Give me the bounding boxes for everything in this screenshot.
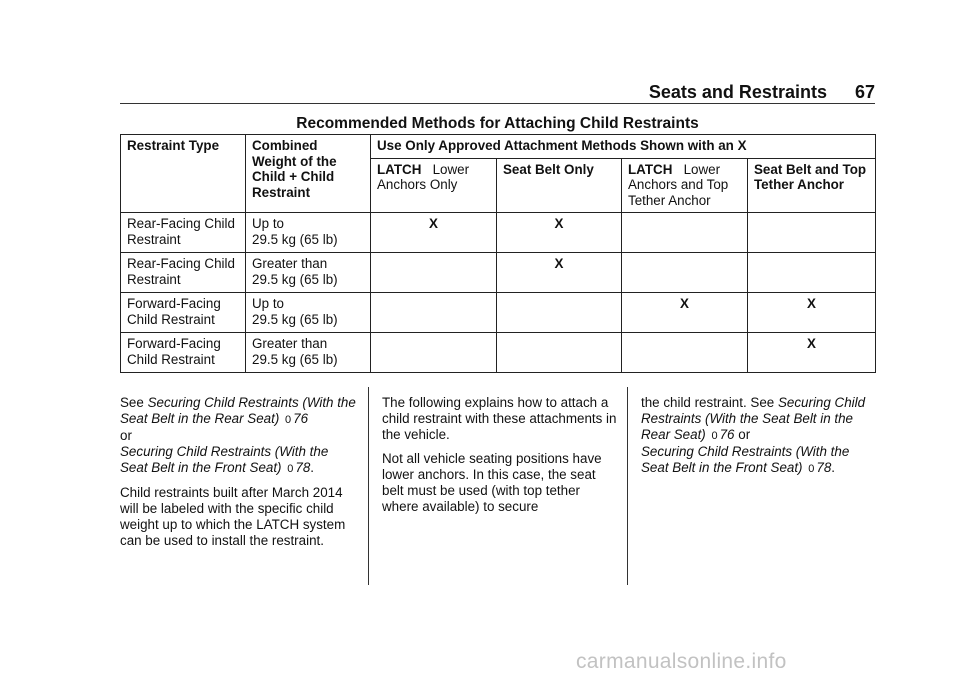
- latch-lower-text: Lower Anchors Only: [377, 161, 470, 192]
- weight-qualifier: Up to: [252, 216, 285, 231]
- weight-value: 29.5 kg (65 lb): [252, 271, 338, 287]
- body-paragraph: The following explains how to attach a child restraint with these attachments in the vehicle.: [382, 395, 617, 442]
- header-latch-lower-anchors: [371, 158, 497, 213]
- section-title: Seats and Restraints: [648, 82, 827, 102]
- table-row: [121, 293, 876, 333]
- table-title: Recommended Methods for Attaching Child Restraints: [296, 115, 699, 132]
- cell-restraint-type: Forward-Facing Child Restraint: [121, 333, 246, 373]
- latch-label: LATCH: [377, 161, 422, 177]
- table-row: [121, 213, 876, 253]
- cell-seat-belt-only: [497, 293, 622, 333]
- child-restraint-table: [120, 134, 876, 373]
- cell-weight: [246, 253, 371, 293]
- text-column-1: [120, 395, 358, 557]
- header-rule: [120, 103, 875, 104]
- reference-link-front-seat[interactable]: Securing Child Restraints (With the Seat Belt in the Front Seat): [641, 444, 850, 475]
- header-seat-belt-only: Seat Belt Only: [497, 158, 622, 213]
- cell-seat-belt-tether: [748, 253, 876, 293]
- weight-qualifier: Greater than: [252, 256, 328, 271]
- reference-link-rear-seat[interactable]: Securing Child Restraints (With the Seat Belt in the Rear Seat): [641, 395, 866, 442]
- page-ref-78[interactable]: 78: [295, 460, 311, 475]
- cell-restraint-type: Rear-Facing Child Restraint: [121, 213, 246, 253]
- cell-seat-belt-only: X: [497, 213, 622, 253]
- page-reference-icon: 0: [285, 414, 292, 426]
- latch-label: LATCH: [628, 161, 673, 177]
- body-text: the child restraint. See: [641, 395, 775, 410]
- latch-tether-text: Lower Anchors and Top Tether Anchor: [628, 161, 729, 208]
- page-ref-76[interactable]: 76: [719, 427, 735, 442]
- column-divider: [368, 387, 369, 585]
- running-header: [120, 81, 875, 103]
- page-reference-icon: 0: [711, 430, 718, 442]
- cell-restraint-type: Rear-Facing Child Restraint: [121, 253, 246, 293]
- weight-qualifier: Up to: [252, 296, 285, 311]
- weight-value: 29.5 kg (65 lb): [252, 231, 338, 247]
- reference-link-rear-seat[interactable]: Securing Child Restraints (With the Seat Belt in the Rear Seat): [120, 395, 356, 426]
- cell-weight: [246, 333, 371, 373]
- weight-value: 29.5 kg (65 lb): [252, 351, 338, 367]
- page-ref-76[interactable]: 76: [293, 411, 309, 426]
- page-reference-icon: 0: [808, 463, 815, 475]
- header-seat-belt-and-tether: Seat Belt and Top Tether Anchor: [748, 158, 876, 213]
- cell-seat-belt-tether: X: [748, 333, 876, 373]
- page-reference-icon: 0: [287, 463, 294, 475]
- cell-latch-lower: [371, 293, 497, 333]
- body-paragraph: Child restraints built after March 2014 will be labeled with the specific child weight up to which the LATCH system can be used to install the restraint.: [120, 485, 346, 548]
- watermark: carmanualsonline.info: [576, 650, 787, 673]
- column-divider: [627, 387, 628, 585]
- cell-latch-tether: X: [622, 293, 748, 333]
- see-text: See: [120, 395, 144, 410]
- cell-latch-tether: [622, 333, 748, 373]
- table-row: [121, 253, 876, 293]
- header-methods-group: Use Only Approved Attachment Methods Shown with an X: [371, 135, 876, 159]
- text-column-2: [382, 395, 620, 523]
- header-combined-weight: Combined Weight of the Child + Child Restraint: [246, 135, 371, 213]
- cell-restraint-type: Forward-Facing Child Restraint: [121, 293, 246, 333]
- weight-qualifier: Greater than: [252, 336, 328, 351]
- table-row: [121, 333, 876, 373]
- header-restraint-type: Restraint Type: [121, 135, 246, 213]
- cell-latch-lower: [371, 253, 497, 293]
- or-text: or: [738, 427, 751, 442]
- text-column-3: [641, 395, 879, 485]
- cross-reference-paragraph: See Securing Child Restraints (With the Seat Belt in the Rear Seat) 0 76 or Securing Child Restraints (With the Seat Belt in the Front Seat) 0 78.: [120, 395, 356, 475]
- body-paragraph: Not all vehicle seating positions have lower anchors. In this case, the seat belt must be used (with top tether where available) to secure: [382, 451, 602, 514]
- reference-link-front-seat[interactable]: Securing Child Restraints (With the Seat Belt in the Front Seat): [120, 444, 329, 475]
- page-ref-78[interactable]: 78: [816, 460, 832, 475]
- cell-latch-tether: [622, 213, 748, 253]
- cell-seat-belt-tether: [748, 213, 876, 253]
- cross-reference-paragraph: the child restraint. See Securing Child Restraints (With the Seat Belt in the Rear Seat) 0 76 or Securing Child Restraints (With the Seat Belt in the Front Seat) 0 78.: [641, 395, 866, 475]
- page-number: 67: [854, 82, 875, 102]
- cell-weight: [246, 213, 371, 253]
- cell-weight: [246, 293, 371, 333]
- cell-seat-belt-only: X: [497, 253, 622, 293]
- weight-value: 29.5 kg (65 lb): [252, 311, 338, 327]
- cell-latch-lower: [371, 333, 497, 373]
- cell-latch-lower: X: [371, 213, 497, 253]
- cell-latch-tether: [622, 253, 748, 293]
- header-latch-lower-and-tether: [622, 158, 748, 213]
- or-text: or: [120, 428, 132, 443]
- cell-seat-belt-only: [497, 333, 622, 373]
- cell-seat-belt-tether: X: [748, 293, 876, 333]
